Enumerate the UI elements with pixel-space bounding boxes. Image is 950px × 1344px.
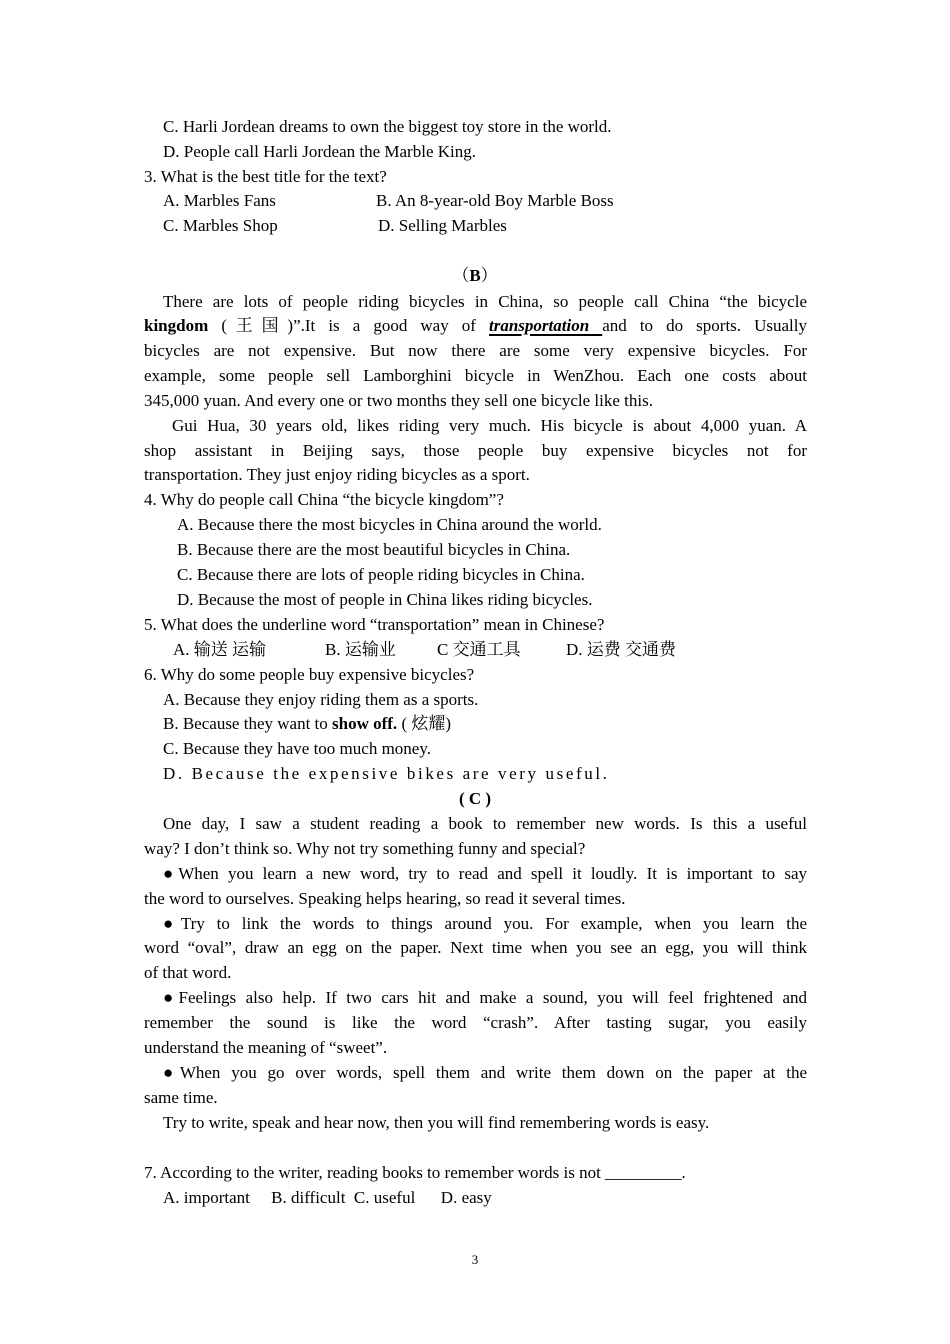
q2-option-c: C. Harli Jordean dreams to own the biggest toy store in the world.: [163, 117, 612, 136]
passage-b-line-4: example, some people sell Lamborghini bicycle in WenZhou. Each one costs about: [144, 366, 807, 385]
passage-c-bullet-3-line-3: understand the meaning of “sweet”.: [144, 1038, 388, 1057]
q3-stem: 3. What is the best title for the text?: [144, 167, 387, 186]
q5-option-b: B. 运输业: [325, 640, 396, 659]
passage-b-line-7: shop assistant in Beijing says, those people buy expensive bicycles not for: [144, 441, 807, 460]
q6-stem: 6. Why do some people buy expensive bicycles?: [144, 665, 475, 684]
q6-option-c: C. Because they have too much money.: [163, 739, 431, 758]
passage-c-closing-line: Try to write, speak and hear now, then you will find remembering words is easy.: [163, 1113, 710, 1132]
underlined-word-transportation: transportation: [489, 316, 603, 335]
passage-c-bullet-2-line-2: word “oval”, draw an egg on the paper. Next time when you see an egg, you will think: [144, 938, 807, 957]
q3-option-b: B. An 8-year-old Boy Marble Boss: [376, 191, 614, 210]
q6-option-d: D. Because the expensive bikes are very useful.: [163, 764, 610, 783]
passage-b-line-5: 345,000 yuan. And every one or two months they sell one bicycle like this.: [144, 391, 653, 410]
section-b-heading: （B）: [452, 266, 498, 285]
passage-b-line-8: transportation. They just enjoy riding bicycles as a sport.: [144, 465, 530, 484]
q7-stem: 7. According to the writer, reading books to remember words is not _________.: [144, 1163, 686, 1182]
passage-b-line-6: Gui Hua, 30 years old, likes riding very much. His bicycle is about 4,000 yuan. A: [172, 416, 807, 435]
q5-option-c: C 交通工具: [437, 640, 521, 659]
q4-option-c: C. Because there are lots of people riding bicycles in China.: [177, 565, 585, 584]
q3-option-c: C. Marbles Shop: [163, 216, 278, 235]
q7-options: A. important B. difficult C. useful D. easy: [163, 1188, 492, 1207]
passage-c-line-2: way? I don’t think so. Why not try something funny and special?: [144, 839, 586, 858]
q4-stem: 4. Why do people call China “the bicycle kingdom”?: [144, 490, 504, 509]
section-c-heading: ( C ): [458, 789, 492, 808]
q5-stem: 5. What does the underline word “transportation” mean in Chinese?: [144, 615, 605, 634]
passage-c-bullet-1-line-2: the word to ourselves. Speaking helps hearing, so read it several times.: [144, 889, 626, 908]
q4-option-d: D. Because the most of people in China likes riding bicycles.: [177, 590, 593, 609]
passage-c-bullet-3-line-2: remember the sound is like the word “crash”. After tasting sugar, you easily: [144, 1013, 807, 1032]
passage-c-line-1: One day, I saw a student reading a book to remember new words. Is this a useful: [163, 814, 807, 833]
q5-option-d: D. 运费 交通费: [566, 640, 677, 659]
q2-option-d: D. People call Harli Jordean the Marble King.: [163, 142, 476, 161]
q6-option-b: B. Because they want to show off. ( 炫耀): [163, 714, 452, 733]
passage-b-line-2: kingdom (王国)”.It is a good way of transportation and to do sports. Usually: [144, 316, 807, 335]
q3-option-a: A. Marbles Fans: [163, 191, 276, 210]
passage-c-bullet-2-line-1: ●Try to link the words to things around you. For example, when you learn the: [163, 914, 807, 933]
q4-option-b: B. Because there are the most beautiful bicycles in China.: [177, 540, 571, 559]
page-number: 3: [471, 1252, 479, 1267]
q4-option-a: A. Because there the most bicycles in China around the world.: [177, 515, 602, 534]
q6-option-a: A. Because they enjoy riding them as a sports.: [163, 690, 479, 709]
passage-c-bullet-2-line-3: of that word.: [144, 963, 232, 982]
passage-c-bullet-4-line-2: same time.: [144, 1088, 218, 1107]
passage-b-line-1: There are lots of people riding bicycles in China, so people call China “the bicycle: [163, 292, 807, 311]
q5-option-a: A. 输送 运输: [173, 640, 267, 659]
q3-option-d: D. Selling Marbles: [378, 216, 507, 235]
passage-b-line-3: bicycles are not expensive. But now there are some very expensive bicycles. For: [144, 341, 807, 360]
passage-c-bullet-4-line-1: ●When you go over words, spell them and write them down on the paper at the: [163, 1063, 807, 1082]
passage-c-bullet-3-line-1: ●Feelings also help. If two cars hit and make a sound, you will feel frightened and: [163, 988, 807, 1007]
passage-c-bullet-1-line-1: ●When you learn a new word, try to read and spell it loudly. It is important to say: [163, 864, 807, 883]
